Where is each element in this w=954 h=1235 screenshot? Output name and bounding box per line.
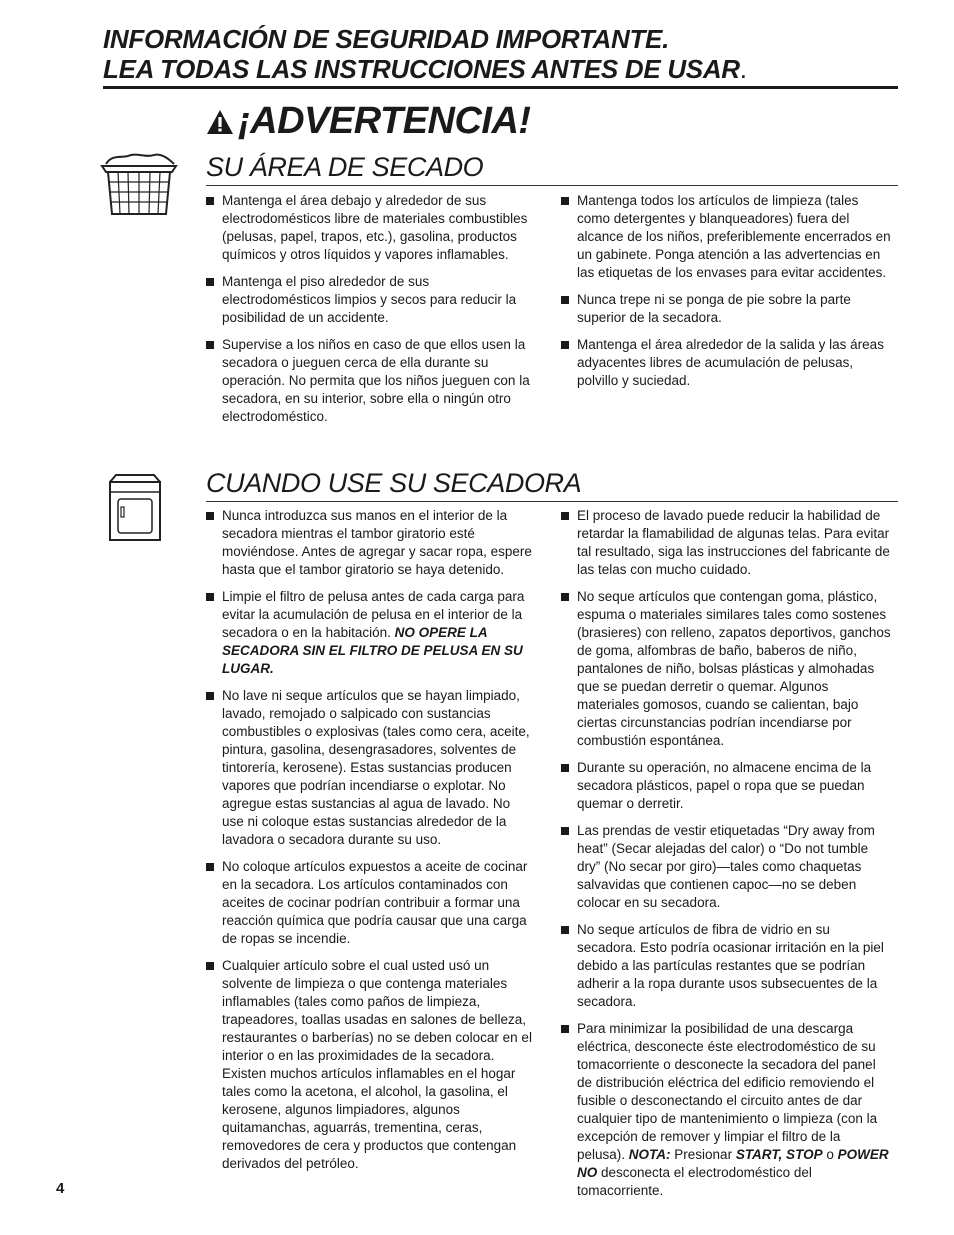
list-item-text: Mantenga el piso alrededor de sus electrodomésticos limpios y secos para reducir la posibilidad de un accidente. [222,274,517,325]
list-item-text: Las prendas de vestir etiquetadas “Dry away from heat” (Secar alejadas del calor) o “Do not tumble dry” (No secar por giro)—tales como chaquetas salvavidas que contienen capoc—no se deben colocar en su secadora. [577,823,875,910]
warning-text: ¡ADVERTENCIA! [238,100,531,142]
bullet-icon [561,197,569,205]
list-item [206,957,532,1173]
list-item-text: No seque artículos que contengan goma, plástico, espuma o materiales similares tales como sostenes (brasieres) con relleno, zapatos deportivos, ganchos de goma, alfombras de baño, baberos de niño, pantalones de niño, bolsas plásticas y almohadas que se puedan derretir o quemar. Algunos materiales gomosos, cuando se calientan, bajo ciertas circunstancias podrían incendiarse por combustión espontánea. [577,589,891,748]
section-title-drying-area: SU ÁREA DE SECADO [206,152,484,182]
list-item [206,273,532,327]
list-item [206,192,532,264]
list-item-text: desconecta el electrodoméstico del tomacorriente. [577,1165,812,1198]
list-item-text: El proceso de lavado puede reducir la habilidad de retardar la flamabilidad de algunas telas. Para evitar tal resultado, siga las instrucciones del fabricante de las telas con mucho cuidado. [577,508,890,577]
list-item-text: o [822,1147,838,1162]
dryer-icon [106,472,164,542]
bullet-icon [206,962,214,970]
bullet-icon [206,863,214,871]
bullet-icon [206,692,214,700]
drying-area-right-column [561,192,891,399]
note-label: NOTA: [628,1147,671,1162]
list-item-text: Cualquier artículo sobre el cual usted usó un solvente de limpieza o que contenga materiales inflamables (tales como paños de limpieza, trapeadores, toallas usadas en salones de belleza, restaurantes o barberías) no se deben colocar en el interior o en las proximidades de la secadora. Existen muchos artículos inflamables en el hogar tales como la acetona, el alcohol, la gasolina, el kerosene, algunos limpiadores, algunos quitamanchas, aguarrás, trementina, ceras, removedores de cera y productos que contengan derivados del petróleo. [222,958,532,1171]
header-line-2 [103,54,898,84]
list-item [561,822,891,912]
header-line-1: INFORMACIÓN DE SEGURIDAD IMPORTANTE. [103,24,670,54]
list-item-text: No seque artículos de fibra de vidrio en su secadora. Esto podría ocasionar irritación en la piel debido a las partículas restantes que se podrían adherir a la ropa durante usos subsecuentes de la secadora. [577,922,884,1009]
list-item [561,588,891,750]
using-dryer-left-column [206,507,532,1182]
list-item [561,336,891,390]
bullet-icon [206,341,214,349]
list-item-text: Mantenga el área alrededor de la salida y las áreas adyacentes libres de acumulación de pelusas, polvillo y suciedad. [577,337,884,388]
warning-triangle-icon [206,109,234,135]
warning-heading [206,100,531,143]
using-dryer-right-column [561,507,891,1209]
bullet-icon [206,278,214,286]
list-item-text: Para minimizar la posibilidad de una descarga eléctrica, desconecte éste electrodoméstico de su tomacorriente o desconecte la secadora del panel de distribución eléctrica del edificio removiendo el fusible o desconectando el circuito antes de dar cualquier tipo de mantenimiento o limpieza (con la excepción de remover y limpiar el filtro de la pelusa). [577,1021,878,1162]
list-item [561,192,891,282]
section-divider [206,185,898,186]
bullet-icon [561,926,569,934]
list-item-text: Limpie el filtro de pelusa antes de cada carga para evitar la acumulación de pelusa en el interior de la secadora o en la habitación. [222,589,525,640]
bullet-icon [561,593,569,601]
start-stop-label: START, STOP [735,1147,823,1162]
bullet-icon [561,296,569,304]
list-item [206,507,532,579]
laundry-basket-icon [98,152,180,218]
list-item [561,507,891,579]
drying-area-left-column [206,192,532,435]
list-item-text: Durante su operación, no almacene encima de la secadora plásticos, papel o ropa que se puedan quemar o derretir. [577,760,872,811]
list-item-text: No coloque artículos expuestos a aceite de cocinar en la secadora. Los artículos contaminados con aceites de cocinar podrían contribuir a formar una reacción química que podría causar que una carga de ropas se incendie. [222,859,528,946]
bullet-icon [206,512,214,520]
bullet-icon [561,341,569,349]
list-item-text: No lave ni seque artículos que se hayan limpiado, lavado, remojado o salpicado con sustancias combustibles o explosivas (tales como cera, aceite, pintura, gasolina, desengrasadores, solventes de tintorería, kerosene). Estas sustancias producen vapores que podrían incendiarse o explotar. No agregue estas sustancias al agua de lavado. No use ni coloque estas sustancias alrededor de la lavadora o secadora durante su uso. [222,688,530,847]
bullet-icon [561,512,569,520]
header-line-2-text: LEA TODAS LAS INSTRUCCIONES ANTES DE USAR [103,54,740,84]
list-item-text: Nunca trepe ni se ponga de pie sobre la parte superior de la secadora. [577,292,851,325]
bullet-icon [206,593,214,601]
header-divider [103,86,898,89]
list-item [206,588,532,678]
section-divider [206,501,898,502]
list-item [561,1020,891,1200]
bullet-icon [561,764,569,772]
power-no-label: POWER NO [577,1147,889,1180]
list-item [561,291,891,327]
list-item [561,921,891,1011]
list-item-text: Supervise a los niños en caso de que ellos usen la secadora o jueguen cerca de ella durante su operación. No permita que los niños jueguen con la secadora, en su interior, sobre ella o ningún otro electrodoméstico. [222,337,530,424]
list-item-text: Mantenga todos los artículos de limpieza (tales como detergentes y blanqueadores) fuera del alcance de los niños, preferiblemente encerrados en un gabinete. Ponga atención a las advertencias en las etiquetas de los envases para evitar accidentes. [577,193,891,280]
list-item-emphasis: NO OPERE LA SECADORA SIN EL FILTRO DE PELUSA EN SU LUGAR. [222,625,523,676]
list-item [206,336,532,426]
page-header [103,24,898,84]
list-item-text: Mantenga el área debajo y alrededor de sus electrodomésticos libre de materiales combustibles (pelusas, papel, trapos, etc.), gasolina, productos químicos y otros líquidos y vapores inflamables. [222,193,528,262]
list-item-text: Presionar [670,1147,736,1162]
page-number: 4 [56,1180,65,1197]
list-item [561,759,891,813]
list-item [206,687,532,849]
section-title-when-using-dryer: CUANDO USE SU SECADORA [206,468,582,498]
bullet-icon [206,197,214,205]
list-item-text: Nunca introduzca sus manos en el interior de la secadora mientras el tambor giratorio esté moviéndose. Antes de agregar y sacar ropa, espere hasta que el tambor giratorio se haya detenido. [222,508,532,577]
bullet-icon [561,1025,569,1033]
header-line-2-period: . [739,54,747,84]
bullet-icon [561,827,569,835]
list-item [206,858,532,948]
